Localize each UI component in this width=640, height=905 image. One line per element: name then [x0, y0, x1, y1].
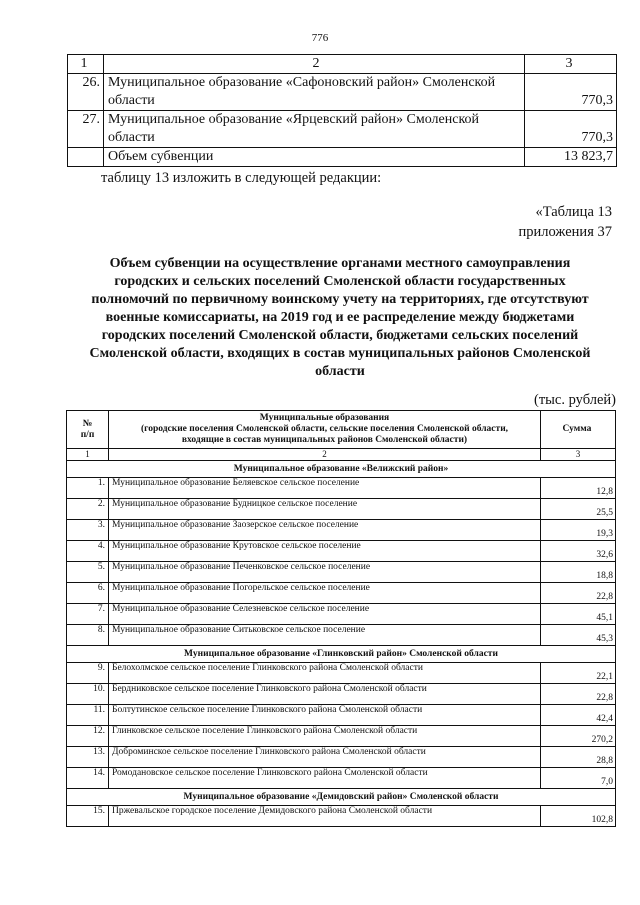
table-row	[67, 499, 616, 520]
row-name-line: области	[108, 93, 155, 108]
section-row	[67, 646, 616, 663]
row-name: Муниципальное образование Погорельское сельское поселение	[109, 583, 541, 604]
col-number-2: 2	[104, 55, 525, 74]
row-name: Муниципальное образование Печенковское сельское поселение	[109, 562, 541, 583]
row-name: Глинковское сельское поселение Глинковского района Смоленской области	[109, 726, 541, 747]
col-number-3: 3	[525, 55, 617, 74]
table-row	[67, 625, 616, 646]
title-line: военные комиссариаты, на 2019 год и ее распределение между бюджетами	[105, 310, 575, 325]
table-row	[67, 768, 616, 789]
table-reference	[519, 202, 612, 242]
row-name: Болтутинское сельское поселение Глинковского района Смоленской области	[109, 705, 541, 726]
document-title	[60, 255, 620, 381]
row-number: 13.	[67, 747, 109, 768]
row-name: Пржевальское городское поселение Демидовского района Смоленской области	[109, 806, 541, 827]
row-number: 12.	[67, 726, 109, 747]
row-number: 10.	[67, 684, 109, 705]
table-row	[67, 726, 616, 747]
column-number: 2	[109, 449, 541, 461]
row-number: 1.	[67, 478, 109, 499]
row-amount: 42,4	[541, 705, 616, 726]
title-line: Смоленской области, входящих в состав муниципальных районов Смоленской	[89, 346, 591, 361]
title-line: городских и сельских поселений Смоленской области государственных	[114, 274, 566, 289]
table-row	[67, 562, 616, 583]
row-amount: 22,8	[541, 684, 616, 705]
table-row	[67, 604, 616, 625]
header-municipality	[109, 411, 541, 449]
section-title: Муниципальное образование «Демидовский район» Смоленской области	[67, 789, 616, 806]
row-name: Бердниковское сельское поселение Глинковского района Смоленской области	[109, 684, 541, 705]
total-label: Объем субвенции	[104, 148, 525, 167]
title-line: области	[315, 364, 365, 379]
row-number: 9.	[67, 663, 109, 684]
table-row	[68, 74, 617, 111]
table-header-row	[67, 411, 616, 449]
row-number: 15.	[67, 806, 109, 827]
table-reference-line: «Таблица 13	[535, 204, 612, 220]
row-name: Белохолмское сельское поселение Глинковского района Смоленской области	[109, 663, 541, 684]
row-name-line: Муниципальное образование «Ярцевский район» Смоленской	[108, 112, 480, 127]
section-title: Муниципальное образование «Велижский район»	[67, 461, 616, 478]
row-amount: 45,1	[541, 604, 616, 625]
column-number: 1	[67, 449, 109, 461]
row-number: 14.	[67, 768, 109, 789]
row-number: 5.	[67, 562, 109, 583]
row-amount: 270,2	[541, 726, 616, 747]
intro-text: таблицу 13 изложить в следующей редакции:	[101, 170, 382, 186]
row-name: Доброминское сельское поселение Глинковского района Смоленской области	[109, 747, 541, 768]
row-name-line: области	[108, 130, 155, 145]
row-amount: 28,8	[541, 747, 616, 768]
row-number: 26.	[68, 74, 104, 111]
header-number-line: п/п	[80, 429, 95, 440]
table-row	[67, 541, 616, 562]
total-row	[68, 148, 617, 167]
col-number-1: 1	[68, 55, 104, 74]
row-number: 11.	[67, 705, 109, 726]
row-name: Ромодановское сельское поселение Глинковского района Смоленской области	[109, 768, 541, 789]
table-row	[67, 583, 616, 604]
row-name: Муниципальное образование Крутовское сельское поселение	[109, 541, 541, 562]
row-number: 6.	[67, 583, 109, 604]
row-amount: 770,3	[525, 74, 617, 111]
row-number: 7.	[67, 604, 109, 625]
title-line: Объем субвенции на осуществление органами местного самоуправления	[109, 256, 571, 271]
subvention-table	[66, 410, 616, 827]
row-name: Муниципальное образование Заозерское сельское поселение	[109, 520, 541, 541]
table-row	[67, 806, 616, 827]
row-amount: 19,3	[541, 520, 616, 541]
row-name: Муниципальное образование Ситьковское сельское поселение	[109, 625, 541, 646]
column-numbers-row	[67, 449, 616, 461]
row-name: Муниципальное образование Будницкое сельское поселение	[109, 499, 541, 520]
header-municipality-line: Муниципальные образования	[259, 413, 390, 423]
row-amount: 18,8	[541, 562, 616, 583]
row-amount: 12,8	[541, 478, 616, 499]
header-number-line: №	[82, 418, 93, 429]
row-amount: 22,8	[541, 583, 616, 604]
table-row	[67, 705, 616, 726]
row-amount: 45,3	[541, 625, 616, 646]
header-amount: Сумма	[541, 411, 616, 449]
table-row	[67, 478, 616, 499]
section-title: Муниципальное образование «Глинковский район» Смоленской области	[67, 646, 616, 663]
row-amount: 102,8	[541, 806, 616, 827]
row-amount: 22,1	[541, 663, 616, 684]
table-row	[68, 111, 617, 148]
table-row	[67, 520, 616, 541]
section-row	[67, 789, 616, 806]
title-line: городских поселений Смоленской области, бюджетами сельских поселений	[101, 328, 579, 343]
continuation-table	[67, 54, 617, 167]
row-amount: 770,3	[525, 111, 617, 148]
total-amount: 13 823,7	[525, 148, 617, 167]
row-number: 8.	[67, 625, 109, 646]
total-number-cell	[68, 148, 104, 167]
row-amount: 7,0	[541, 768, 616, 789]
title-line: полномочий по первичному воинскому учету на территориях, где отсутствуют	[91, 292, 589, 307]
header-municipality-line: входящие в состав муниципальных районов Смоленской области)	[181, 435, 468, 445]
row-name-line: Муниципальное образование «Сафоновский район» Смоленской	[108, 75, 496, 90]
row-name	[104, 111, 525, 148]
table-row	[67, 684, 616, 705]
section-row	[67, 461, 616, 478]
table-reference-line: приложения 37	[518, 224, 612, 240]
table-header-row	[68, 55, 617, 74]
row-number: 2.	[67, 499, 109, 520]
row-number: 4.	[67, 541, 109, 562]
page-number: 776	[311, 32, 329, 44]
row-name	[104, 74, 525, 111]
units-label: (тыс. рублей)	[534, 392, 616, 408]
header-number	[67, 411, 109, 449]
row-number: 3.	[67, 520, 109, 541]
row-number: 27.	[68, 111, 104, 148]
row-name: Муниципальное образование Беляевское сельское поселение	[109, 478, 541, 499]
table-row	[67, 663, 616, 684]
column-number: 3	[541, 449, 616, 461]
row-amount: 25,5	[541, 499, 616, 520]
row-amount: 32,6	[541, 541, 616, 562]
header-municipality-line: (городские поселения Смоленской области, сельские поселения Смоленской области,	[140, 424, 509, 434]
table-row	[67, 747, 616, 768]
row-name: Муниципальное образование Селезневское сельское поселение	[109, 604, 541, 625]
